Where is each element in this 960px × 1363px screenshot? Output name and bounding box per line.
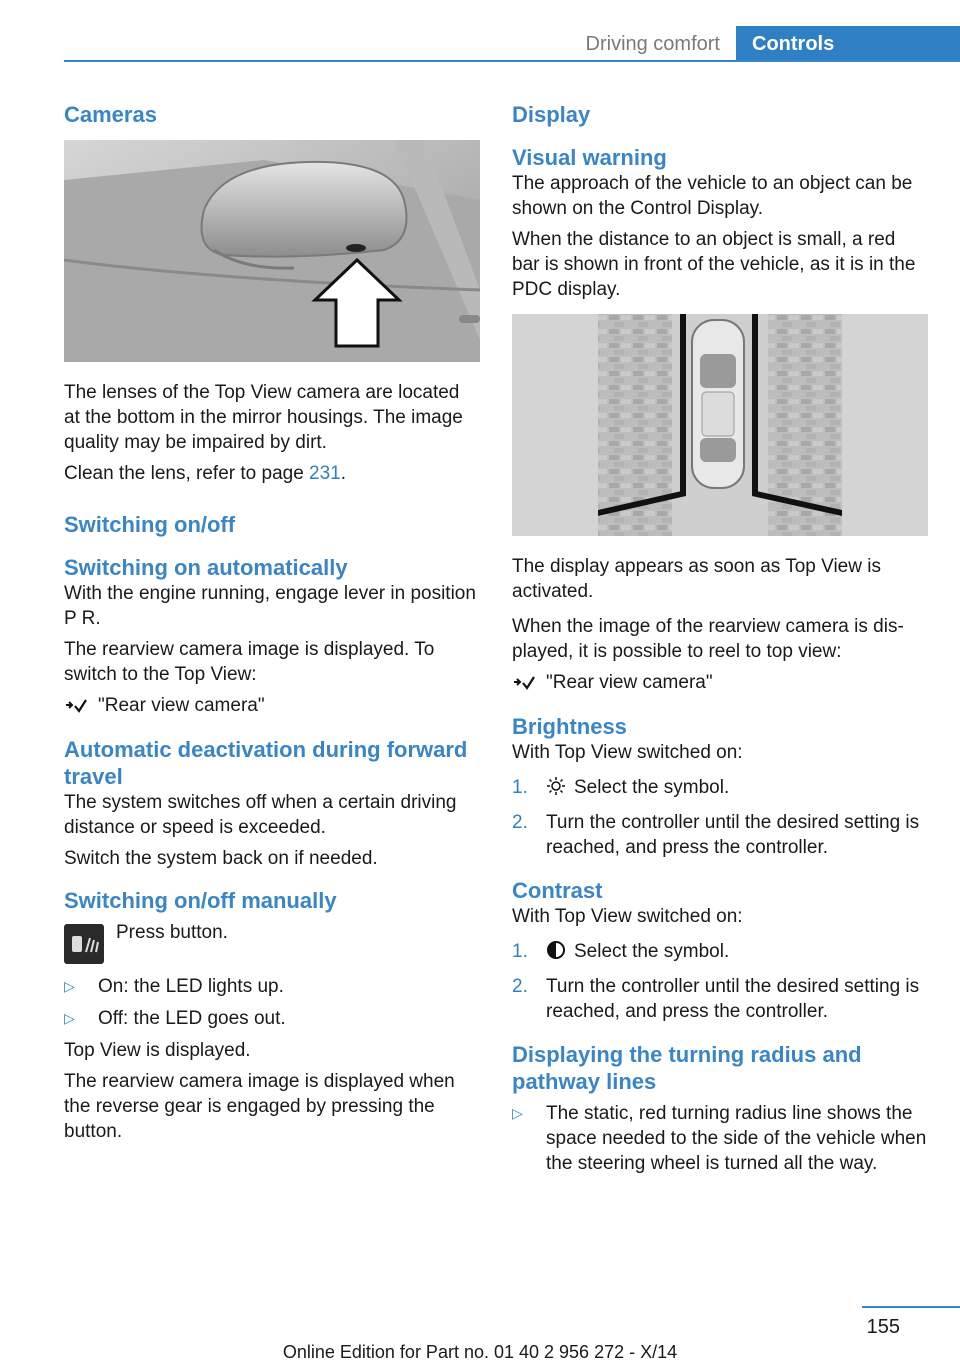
manual-text-1: Top View is displayed. [64, 1040, 251, 1061]
turning-radius-heading: Displaying the turning radius and pathway lines [512, 1042, 862, 1094]
manual-button-row [64, 920, 480, 964]
auto-heading: Switching on automatically [64, 555, 348, 580]
manual-text-2: The rearview camera image is displayed when the reverse gear is engaged by pressing the button. [64, 1071, 455, 1142]
cameras-heading: Cameras [64, 102, 157, 127]
manual-list [64, 974, 480, 1031]
deactivation-text-2: Switch the system back on if needed. [64, 848, 378, 869]
turning-list [512, 1101, 928, 1176]
auto-menu-entry [64, 693, 480, 718]
top-view-figure [512, 314, 928, 536]
camera-menu-icon [512, 674, 546, 692]
mirror-camera-figure [64, 140, 480, 362]
list-item: 2. Turn the controller until the desired setting is reached, and press the controller. [512, 976, 920, 1022]
sun-icon [546, 776, 566, 803]
page-link[interactable]: 231 [309, 463, 341, 484]
header-section: Driving comfort [585, 33, 720, 55]
visual-text-2: When the distance to an object is small, a red bar is shown in front of the vehicle, as it is in the PDC display. [512, 229, 916, 300]
deactivation-text-1: The system switches off when a certain driving distance or speed is exceeded. [64, 792, 457, 838]
visual-text-1: The approach of the vehicle to an object can be shown on the Control Display. [512, 173, 913, 219]
auto-text-1: With the engine running, engage lever in position P R. [64, 583, 476, 629]
list-item: ▷ The static, red turning radius line shows the space needed to the side of the vehicle when the steering wheel is turned all the way. [512, 1103, 927, 1174]
left-column [64, 100, 480, 1150]
display-heading: Display [512, 102, 591, 127]
contrast-intro: With Top View switched on: [512, 906, 743, 927]
visual-warning-heading: Visual warning [512, 145, 667, 170]
top-view-button-icon [64, 924, 104, 964]
manual-heading: Switching on/off manually [64, 888, 337, 913]
deactivation-heading: Automatic deactivation during forward travel [64, 737, 468, 789]
display-menu-label: "Rear view camera" [546, 672, 713, 693]
clean-text: Clean the lens, refer to page 231. [64, 463, 347, 484]
brightness-steps [512, 775, 928, 860]
contrast-heading: Contrast [512, 878, 603, 903]
mirror-illustration [64, 140, 480, 362]
switching-heading: Switching on/off [64, 512, 236, 537]
cameras-text: The lenses of the Top View camera are located at the bottom in the mirror housings. The image quality may be impaired by dirt. [64, 382, 463, 453]
list-item: 1. Select the symbol. [512, 939, 928, 967]
manual-press-text: Press button. [116, 922, 228, 943]
right-column [512, 100, 928, 1183]
page-number: 155 [866, 1316, 900, 1338]
car-top-view [692, 320, 744, 488]
list-item: ▷ Off: the LED goes out. [64, 1008, 286, 1029]
display-text-2: When the image of the rearview camera is displayed, it is possible to reel to top view: [512, 616, 904, 662]
edition-text: Online Edition for Part no. 01 40 2 956 272 - X/14 [282, 1342, 678, 1362]
auto-menu-label: "Rear view camera" [98, 695, 265, 716]
camera-menu-icon [64, 697, 98, 715]
footer-rule [862, 1306, 960, 1308]
brightness-intro: With Top View switched on: [512, 742, 743, 763]
display-menu-entry [512, 670, 928, 695]
contrast-steps [512, 939, 928, 1024]
brightness-heading: Brightness [512, 714, 627, 739]
list-item: 1. Select the symbol. [512, 775, 928, 803]
top-view-illustration [512, 314, 928, 536]
header-chapter-tab: Controls [736, 26, 960, 62]
header-rule [64, 60, 960, 62]
list-item: ▷ On: the LED lights up. [64, 976, 284, 997]
list-item: 2. Turn the controller until the desired setting is reached, and press the controller. [512, 812, 920, 858]
contrast-icon [546, 940, 566, 967]
auto-text-2: The rearview camera image is displayed. To switch to the Top View: [64, 639, 435, 685]
display-text-1: The display appears as soon as Top View is activated. [512, 556, 881, 602]
